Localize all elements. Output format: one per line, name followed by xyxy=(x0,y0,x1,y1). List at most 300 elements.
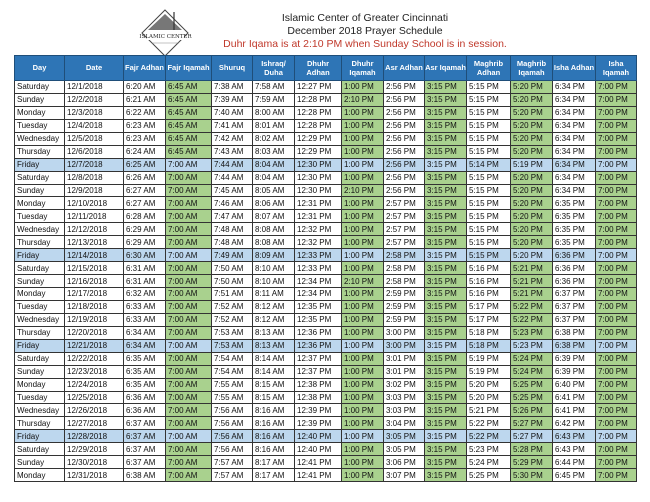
cell-dhuhr-adhan: 12:40 PM xyxy=(295,443,342,456)
cell-dhuhr-iqamah: 1:00 PM xyxy=(342,106,384,119)
cell-dhuhr-iqamah: 1:00 PM xyxy=(342,223,384,236)
cell-fajr-iqamah: 7:00 AM xyxy=(166,339,212,352)
cell-ishraq-duha: 8:08 AM xyxy=(253,223,295,236)
table-row xyxy=(15,326,637,339)
cell-fajr-iqamah: 7:00 AM xyxy=(166,171,212,184)
cell-day: Saturday xyxy=(15,81,65,94)
cell-fajr-adhan: 6:37 AM xyxy=(124,417,166,430)
cell-isha-iqamah: 7:00 PM xyxy=(596,93,637,106)
table-row xyxy=(15,430,637,443)
cell-ishraq-duha: 8:00 AM xyxy=(253,106,295,119)
cell-isha-adhan: 6:37 PM xyxy=(553,300,596,313)
cell-maghrib-adhan: 5:22 PM xyxy=(467,417,511,430)
cell-asr-iqamah: 3:15 PM xyxy=(425,430,467,443)
cell-date: 12/14/2018 xyxy=(65,249,124,262)
cell-ishraq-duha: 8:10 AM xyxy=(253,262,295,275)
cell-fajr-iqamah: 7:00 AM xyxy=(166,456,212,469)
cell-asr-adhan: 2:57 PM xyxy=(384,197,425,210)
cell-day: Wednesday xyxy=(15,404,65,417)
cell-maghrib-iqamah: 5:22 PM xyxy=(511,313,553,326)
cell-shuruq: 7:56 AM xyxy=(212,404,253,417)
cell-fajr-adhan: 6:33 AM xyxy=(124,300,166,313)
cell-asr-adhan: 3:00 PM xyxy=(384,326,425,339)
cell-isha-iqamah: 7:00 PM xyxy=(596,417,637,430)
cell-maghrib-iqamah: 5:20 PM xyxy=(511,93,553,106)
cell-maghrib-iqamah: 5:21 PM xyxy=(511,275,553,288)
cell-maghrib-adhan: 5:15 PM xyxy=(467,236,511,249)
cell-isha-iqamah: 7:00 PM xyxy=(596,365,637,378)
cell-asr-adhan: 2:59 PM xyxy=(384,288,425,301)
cell-fajr-iqamah: 7:00 AM xyxy=(166,197,212,210)
cell-asr-adhan: 2:57 PM xyxy=(384,210,425,223)
cell-ishraq-duha: 8:12 AM xyxy=(253,313,295,326)
table-row xyxy=(15,262,637,275)
cell-asr-adhan: 3:04 PM xyxy=(384,417,425,430)
cell-day: Monday xyxy=(15,106,65,119)
cell-date: 12/19/2018 xyxy=(65,313,124,326)
cell-maghrib-adhan: 5:20 PM xyxy=(467,391,511,404)
cell-day: Sunday xyxy=(15,275,65,288)
cell-maghrib-iqamah: 5:23 PM xyxy=(511,326,553,339)
cell-fajr-adhan: 6:26 AM xyxy=(124,171,166,184)
cell-date: 12/5/2018 xyxy=(65,132,124,145)
cell-asr-adhan: 2:58 PM xyxy=(384,275,425,288)
cell-day: Friday xyxy=(15,249,65,262)
cell-asr-adhan: 2:59 PM xyxy=(384,300,425,313)
cell-maghrib-iqamah: 5:21 PM xyxy=(511,288,553,301)
cell-date: 12/22/2018 xyxy=(65,352,124,365)
cell-dhuhr-adhan: 12:29 PM xyxy=(295,145,342,158)
cell-ishraq-duha: 8:04 AM xyxy=(253,158,295,171)
cell-maghrib-adhan: 5:14 PM xyxy=(467,158,511,171)
cell-ishraq-duha: 8:09 AM xyxy=(253,249,295,262)
cell-isha-adhan: 6:44 PM xyxy=(553,456,596,469)
cell-date: 12/28/2018 xyxy=(65,430,124,443)
cell-maghrib-iqamah: 5:23 PM xyxy=(511,339,553,352)
cell-asr-adhan: 3:05 PM xyxy=(384,430,425,443)
cell-day: Sunday xyxy=(15,184,65,197)
cell-shuruq: 7:48 AM xyxy=(212,236,253,249)
cell-ishraq-duha: 8:02 AM xyxy=(253,132,295,145)
cell-dhuhr-iqamah: 1:00 PM xyxy=(342,339,384,352)
cell-maghrib-iqamah: 5:20 PM xyxy=(511,81,553,94)
cell-shuruq: 7:52 AM xyxy=(212,300,253,313)
cell-ishraq-duha: 8:08 AM xyxy=(253,236,295,249)
cell-day: Wednesday xyxy=(15,223,65,236)
cell-maghrib-adhan: 5:18 PM xyxy=(467,339,511,352)
cell-ishraq-duha: 8:07 AM xyxy=(253,210,295,223)
table-row xyxy=(15,365,637,378)
table-row xyxy=(15,249,637,262)
cell-asr-iqamah: 3:15 PM xyxy=(425,106,467,119)
cell-maghrib-adhan: 5:16 PM xyxy=(467,275,511,288)
cell-shuruq: 7:55 AM xyxy=(212,391,253,404)
cell-shuruq: 7:53 AM xyxy=(212,339,253,352)
cell-maghrib-iqamah: 5:20 PM xyxy=(511,223,553,236)
cell-maghrib-iqamah: 5:20 PM xyxy=(511,197,553,210)
cell-date: 12/21/2018 xyxy=(65,339,124,352)
cell-maghrib-adhan: 5:20 PM xyxy=(467,378,511,391)
cell-shuruq: 7:48 AM xyxy=(212,223,253,236)
cell-fajr-iqamah: 7:00 AM xyxy=(166,210,212,223)
column-header-isha-iqamah: Isha Iqamah xyxy=(596,56,637,81)
cell-isha-iqamah: 7:00 PM xyxy=(596,404,637,417)
cell-ishraq-duha: 8:03 AM xyxy=(253,145,295,158)
cell-asr-adhan: 3:01 PM xyxy=(384,365,425,378)
cell-fajr-adhan: 6:38 AM xyxy=(124,469,166,482)
cell-shuruq: 7:54 AM xyxy=(212,352,253,365)
cell-isha-iqamah: 7:00 PM xyxy=(596,391,637,404)
cell-maghrib-iqamah: 5:26 PM xyxy=(511,404,553,417)
cell-day: Friday xyxy=(15,158,65,171)
cell-day: Saturday xyxy=(15,443,65,456)
cell-asr-iqamah: 3:15 PM xyxy=(425,93,467,106)
cell-shuruq: 7:39 AM xyxy=(212,93,253,106)
cell-dhuhr-adhan: 12:33 PM xyxy=(295,249,342,262)
cell-dhuhr-iqamah: 1:00 PM xyxy=(342,288,384,301)
cell-fajr-iqamah: 6:45 AM xyxy=(166,106,212,119)
cell-shuruq: 7:52 AM xyxy=(212,313,253,326)
cell-fajr-iqamah: 7:00 AM xyxy=(166,236,212,249)
cell-isha-adhan: 6:34 PM xyxy=(553,184,596,197)
cell-dhuhr-iqamah: 1:00 PM xyxy=(342,443,384,456)
cell-isha-adhan: 6:38 PM xyxy=(553,339,596,352)
cell-dhuhr-iqamah: 1:00 PM xyxy=(342,456,384,469)
cell-isha-adhan: 6:35 PM xyxy=(553,197,596,210)
cell-fajr-adhan: 6:34 AM xyxy=(124,326,166,339)
cell-fajr-iqamah: 7:00 AM xyxy=(166,326,212,339)
cell-maghrib-iqamah: 5:29 PM xyxy=(511,456,553,469)
cell-dhuhr-iqamah: 1:00 PM xyxy=(342,300,384,313)
cell-dhuhr-adhan: 12:38 PM xyxy=(295,378,342,391)
cell-shuruq: 7:38 AM xyxy=(212,81,253,94)
cell-fajr-iqamah: 7:00 AM xyxy=(166,417,212,430)
table-row xyxy=(15,339,637,352)
cell-asr-iqamah: 3:15 PM xyxy=(425,262,467,275)
cell-asr-adhan: 2:56 PM xyxy=(384,145,425,158)
cell-isha-adhan: 6:41 PM xyxy=(553,404,596,417)
cell-isha-adhan: 6:34 PM xyxy=(553,158,596,171)
cell-fajr-iqamah: 7:00 AM xyxy=(166,391,212,404)
cell-isha-adhan: 6:37 PM xyxy=(553,313,596,326)
column-header-day: Day xyxy=(15,56,65,81)
cell-asr-iqamah: 3:15 PM xyxy=(425,313,467,326)
cell-isha-adhan: 6:36 PM xyxy=(553,249,596,262)
cell-day: Friday xyxy=(15,339,65,352)
cell-asr-iqamah: 3:15 PM xyxy=(425,236,467,249)
cell-ishraq-duha: 8:06 AM xyxy=(253,197,295,210)
cell-fajr-adhan: 6:22 AM xyxy=(124,106,166,119)
cell-date: 12/31/2018 xyxy=(65,469,124,482)
column-header-ishraq-duha: Ishraq/ Duha xyxy=(253,56,295,81)
cell-dhuhr-adhan: 12:36 PM xyxy=(295,326,342,339)
cell-date: 12/27/2018 xyxy=(65,417,124,430)
table-row xyxy=(15,145,637,158)
cell-shuruq: 7:45 AM xyxy=(212,184,253,197)
cell-dhuhr-iqamah: 1:00 PM xyxy=(342,197,384,210)
cell-dhuhr-iqamah: 1:00 PM xyxy=(342,352,384,365)
cell-fajr-iqamah: 7:00 AM xyxy=(166,262,212,275)
cell-isha-iqamah: 7:00 PM xyxy=(596,339,637,352)
cell-isha-iqamah: 7:00 PM xyxy=(596,106,637,119)
cell-isha-adhan: 6:34 PM xyxy=(553,171,596,184)
table-row xyxy=(15,106,637,119)
cell-maghrib-iqamah: 5:27 PM xyxy=(511,417,553,430)
cell-isha-adhan: 6:36 PM xyxy=(553,262,596,275)
table-row xyxy=(15,158,637,171)
column-header-asr-iqamah: Asr Iqamah xyxy=(425,56,467,81)
cell-day: Sunday xyxy=(15,365,65,378)
cell-fajr-iqamah: 7:00 AM xyxy=(166,184,212,197)
cell-dhuhr-adhan: 12:29 PM xyxy=(295,132,342,145)
cell-maghrib-iqamah: 5:24 PM xyxy=(511,365,553,378)
cell-dhuhr-iqamah: 2:10 PM xyxy=(342,93,384,106)
cell-fajr-adhan: 6:34 AM xyxy=(124,339,166,352)
cell-fajr-iqamah: 6:45 AM xyxy=(166,119,212,132)
cell-maghrib-iqamah: 5:20 PM xyxy=(511,210,553,223)
cell-fajr-iqamah: 7:00 AM xyxy=(166,288,212,301)
cell-dhuhr-adhan: 12:38 PM xyxy=(295,391,342,404)
cell-maghrib-adhan: 5:15 PM xyxy=(467,210,511,223)
cell-maghrib-adhan: 5:18 PM xyxy=(467,326,511,339)
cell-isha-adhan: 6:35 PM xyxy=(553,236,596,249)
cell-day: Friday xyxy=(15,430,65,443)
cell-asr-adhan: 2:56 PM xyxy=(384,158,425,171)
cell-isha-adhan: 6:35 PM xyxy=(553,223,596,236)
cell-shuruq: 7:55 AM xyxy=(212,378,253,391)
cell-day: Monday xyxy=(15,288,65,301)
cell-asr-adhan: 3:06 PM xyxy=(384,456,425,469)
cell-dhuhr-adhan: 12:36 PM xyxy=(295,339,342,352)
cell-asr-adhan: 2:59 PM xyxy=(384,313,425,326)
cell-dhuhr-adhan: 12:30 PM xyxy=(295,184,342,197)
cell-maghrib-adhan: 5:15 PM xyxy=(467,93,511,106)
column-header-fajr-iqamah: Fajr Iqamah xyxy=(166,56,212,81)
cell-maghrib-adhan: 5:19 PM xyxy=(467,365,511,378)
cell-asr-adhan: 2:56 PM xyxy=(384,171,425,184)
cell-maghrib-adhan: 5:22 PM xyxy=(467,430,511,443)
cell-maghrib-iqamah: 5:25 PM xyxy=(511,378,553,391)
cell-dhuhr-adhan: 12:28 PM xyxy=(295,93,342,106)
cell-dhuhr-iqamah: 1:00 PM xyxy=(342,262,384,275)
cell-asr-adhan: 3:02 PM xyxy=(384,378,425,391)
cell-shuruq: 7:41 AM xyxy=(212,119,253,132)
cell-date: 12/7/2018 xyxy=(65,158,124,171)
table-row xyxy=(15,93,637,106)
cell-isha-adhan: 6:37 PM xyxy=(553,288,596,301)
cell-isha-iqamah: 7:00 PM xyxy=(596,210,637,223)
cell-asr-adhan: 2:56 PM xyxy=(384,184,425,197)
cell-shuruq: 7:46 AM xyxy=(212,197,253,210)
cell-maghrib-iqamah: 5:30 PM xyxy=(511,469,553,482)
cell-fajr-iqamah: 7:00 AM xyxy=(166,158,212,171)
cell-asr-iqamah: 3:15 PM xyxy=(425,300,467,313)
cell-dhuhr-iqamah: 1:00 PM xyxy=(342,145,384,158)
cell-day: Saturday xyxy=(15,262,65,275)
cell-date: 12/1/2018 xyxy=(65,81,124,94)
cell-date: 12/23/2018 xyxy=(65,365,124,378)
cell-isha-iqamah: 7:00 PM xyxy=(596,262,637,275)
cell-isha-adhan: 6:43 PM xyxy=(553,443,596,456)
cell-date: 12/24/2018 xyxy=(65,378,124,391)
cell-maghrib-iqamah: 5:20 PM xyxy=(511,132,553,145)
cell-fajr-adhan: 6:27 AM xyxy=(124,184,166,197)
cell-dhuhr-iqamah: 1:00 PM xyxy=(342,249,384,262)
cell-fajr-adhan: 6:31 AM xyxy=(124,275,166,288)
cell-maghrib-adhan: 5:16 PM xyxy=(467,288,511,301)
cell-ishraq-duha: 8:04 AM xyxy=(253,171,295,184)
cell-isha-adhan: 6:41 PM xyxy=(553,391,596,404)
cell-date: 12/16/2018 xyxy=(65,275,124,288)
cell-date: 12/18/2018 xyxy=(65,300,124,313)
cell-isha-iqamah: 7:00 PM xyxy=(596,430,637,443)
cell-isha-adhan: 6:39 PM xyxy=(553,352,596,365)
cell-maghrib-iqamah: 5:20 PM xyxy=(511,106,553,119)
cell-maghrib-iqamah: 5:25 PM xyxy=(511,391,553,404)
cell-fajr-iqamah: 7:00 AM xyxy=(166,469,212,482)
cell-asr-iqamah: 3:15 PM xyxy=(425,223,467,236)
svg-text:ISLAMIC CENTER: ISLAMIC CENTER xyxy=(139,34,192,40)
cell-ishraq-duha: 8:16 AM xyxy=(253,430,295,443)
schedule-title: December 2018 Prayer Schedule xyxy=(287,25,443,37)
cell-asr-iqamah: 3:15 PM xyxy=(425,469,467,482)
cell-asr-adhan: 2:56 PM xyxy=(384,106,425,119)
table-row xyxy=(15,443,637,456)
cell-asr-adhan: 3:03 PM xyxy=(384,391,425,404)
islamic-center-logo xyxy=(138,8,193,58)
cell-asr-iqamah: 3:15 PM xyxy=(425,210,467,223)
cell-asr-adhan: 2:56 PM xyxy=(384,81,425,94)
cell-shuruq: 7:56 AM xyxy=(212,417,253,430)
cell-asr-adhan: 2:57 PM xyxy=(384,236,425,249)
cell-maghrib-iqamah: 5:20 PM xyxy=(511,184,553,197)
cell-asr-iqamah: 3:15 PM xyxy=(425,145,467,158)
cell-fajr-iqamah: 6:45 AM xyxy=(166,81,212,94)
cell-isha-adhan: 6:42 PM xyxy=(553,417,596,430)
column-header-date: Date xyxy=(65,56,124,81)
cell-isha-adhan: 6:34 PM xyxy=(553,93,596,106)
cell-ishraq-duha: 8:15 AM xyxy=(253,391,295,404)
cell-dhuhr-adhan: 12:41 PM xyxy=(295,456,342,469)
cell-isha-iqamah: 7:00 PM xyxy=(596,236,637,249)
table-row xyxy=(15,404,637,417)
cell-fajr-iqamah: 6:45 AM xyxy=(166,132,212,145)
cell-date: 12/6/2018 xyxy=(65,145,124,158)
cell-asr-iqamah: 3:15 PM xyxy=(425,417,467,430)
cell-dhuhr-adhan: 12:35 PM xyxy=(295,313,342,326)
cell-fajr-iqamah: 7:00 AM xyxy=(166,249,212,262)
table-row xyxy=(15,391,637,404)
cell-isha-iqamah: 7:00 PM xyxy=(596,197,637,210)
table-row xyxy=(15,197,637,210)
cell-fajr-adhan: 6:37 AM xyxy=(124,430,166,443)
cell-isha-iqamah: 7:00 PM xyxy=(596,378,637,391)
table-row xyxy=(15,352,637,365)
cell-dhuhr-adhan: 12:31 PM xyxy=(295,210,342,223)
cell-ishraq-duha: 8:14 AM xyxy=(253,352,295,365)
cell-fajr-adhan: 6:29 AM xyxy=(124,236,166,249)
cell-ishraq-duha: 8:13 AM xyxy=(253,326,295,339)
cell-day: Wednesday xyxy=(15,313,65,326)
cell-dhuhr-iqamah: 2:10 PM xyxy=(342,184,384,197)
cell-dhuhr-adhan: 12:40 PM xyxy=(295,430,342,443)
cell-isha-adhan: 6:34 PM xyxy=(553,106,596,119)
cell-dhuhr-iqamah: 1:00 PM xyxy=(342,378,384,391)
table-row xyxy=(15,313,637,326)
cell-dhuhr-adhan: 12:28 PM xyxy=(295,106,342,119)
cell-date: 12/4/2018 xyxy=(65,119,124,132)
table-row xyxy=(15,223,637,236)
cell-isha-iqamah: 7:00 PM xyxy=(596,132,637,145)
cell-ishraq-duha: 8:05 AM xyxy=(253,184,295,197)
table-row xyxy=(15,132,637,145)
cell-dhuhr-iqamah: 1:00 PM xyxy=(342,236,384,249)
cell-isha-iqamah: 7:00 PM xyxy=(596,456,637,469)
cell-asr-adhan: 2:56 PM xyxy=(384,119,425,132)
table-row xyxy=(15,184,637,197)
cell-dhuhr-adhan: 12:37 PM xyxy=(295,365,342,378)
cell-fajr-adhan: 6:29 AM xyxy=(124,223,166,236)
cell-asr-adhan: 2:56 PM xyxy=(384,93,425,106)
cell-maghrib-iqamah: 5:28 PM xyxy=(511,443,553,456)
cell-ishraq-duha: 8:01 AM xyxy=(253,119,295,132)
cell-maghrib-adhan: 5:16 PM xyxy=(467,262,511,275)
cell-day: Tuesday xyxy=(15,210,65,223)
cell-shuruq: 7:57 AM xyxy=(212,469,253,482)
cell-dhuhr-iqamah: 1:00 PM xyxy=(342,417,384,430)
table-row xyxy=(15,300,637,313)
cell-asr-adhan: 3:00 PM xyxy=(384,339,425,352)
cell-date: 12/10/2018 xyxy=(65,197,124,210)
cell-day: Monday xyxy=(15,197,65,210)
cell-shuruq: 7:54 AM xyxy=(212,365,253,378)
cell-fajr-adhan: 6:35 AM xyxy=(124,352,166,365)
cell-shuruq: 7:57 AM xyxy=(212,456,253,469)
cell-fajr-adhan: 6:33 AM xyxy=(124,313,166,326)
cell-fajr-iqamah: 7:00 AM xyxy=(166,365,212,378)
cell-shuruq: 7:49 AM xyxy=(212,249,253,262)
cell-maghrib-adhan: 5:15 PM xyxy=(467,249,511,262)
cell-isha-iqamah: 7:00 PM xyxy=(596,288,637,301)
cell-date: 12/3/2018 xyxy=(65,106,124,119)
cell-dhuhr-iqamah: 1:00 PM xyxy=(342,469,384,482)
table-row xyxy=(15,456,637,469)
cell-asr-adhan: 2:58 PM xyxy=(384,249,425,262)
cell-day: Tuesday xyxy=(15,119,65,132)
cell-dhuhr-iqamah: 1:00 PM xyxy=(342,158,384,171)
cell-fajr-iqamah: 7:00 AM xyxy=(166,313,212,326)
cell-maghrib-adhan: 5:21 PM xyxy=(467,404,511,417)
cell-asr-adhan: 3:03 PM xyxy=(384,404,425,417)
cell-day: Tuesday xyxy=(15,391,65,404)
cell-date: 12/25/2018 xyxy=(65,391,124,404)
cell-isha-adhan: 6:40 PM xyxy=(553,378,596,391)
cell-shuruq: 7:56 AM xyxy=(212,443,253,456)
cell-ishraq-duha: 8:15 AM xyxy=(253,378,295,391)
organization-name: Islamic Center of Greater Cincinnati xyxy=(281,12,449,24)
cell-ishraq-duha: 8:10 AM xyxy=(253,275,295,288)
cell-fajr-adhan: 6:32 AM xyxy=(124,288,166,301)
cell-maghrib-iqamah: 5:22 PM xyxy=(511,300,553,313)
column-header-dhuhr-iqamah: Dhuhr Iqamah xyxy=(342,56,384,81)
cell-maghrib-adhan: 5:15 PM xyxy=(467,119,511,132)
cell-fajr-adhan: 6:25 AM xyxy=(124,158,166,171)
cell-maghrib-iqamah: 5:24 PM xyxy=(511,352,553,365)
cell-asr-iqamah: 3:15 PM xyxy=(425,339,467,352)
cell-fajr-iqamah: 7:00 AM xyxy=(166,443,212,456)
cell-fajr-iqamah: 7:00 AM xyxy=(166,404,212,417)
cell-fajr-adhan: 6:35 AM xyxy=(124,365,166,378)
